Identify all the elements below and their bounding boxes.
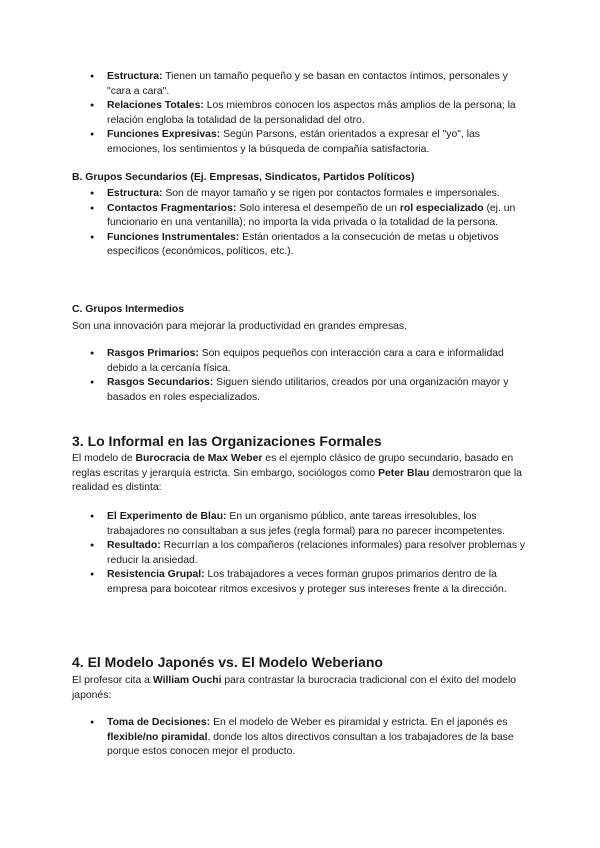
item-label: Funciones Instrumentales:	[107, 231, 240, 243]
intro-text: El modelo de	[72, 453, 133, 464]
list-item	[90, 347, 530, 376]
item-text: Según Parsons, están orientados a expresar el "yo", las emociones, los sentimientos y la búsqueda de compañía satisfactoria.	[107, 129, 480, 155]
intro-text: es el ejemplo clásico de grupo secundario, basado en reglas escritas y jerarquía estricta. Sin embargo, sociólogos como	[72, 453, 514, 479]
item-label: Rasgos Secundarios:	[107, 377, 214, 389]
intro-text: demostraron que la realidad es distinta:	[72, 467, 522, 494]
list-item	[90, 231, 530, 260]
item-text: Siguen siendo utilitarios, creados por una organización mayor y basados en roles especializados.	[107, 377, 509, 403]
list-item	[90, 70, 530, 99]
item-text: (ej. un funcionario en una ventanilla); no importa la vida privada o la totalidad de la persona.	[107, 202, 516, 229]
item-text: En un organismo público, ante tareas irresolubles, los trabajadores no consultaban a sus jefes (regla formal) para no parecer incompetentes.	[107, 511, 505, 537]
group-b-list	[90, 187, 530, 260]
list-item	[90, 187, 530, 202]
item-text: Tienen un tamaño pequeño y se basan en contactos íntimos, personales y "cara a cara".	[107, 71, 508, 97]
item-label: Toma de Decisiones:	[107, 717, 211, 728]
item-label: Contactos Fragmentarios:	[107, 202, 237, 214]
list-item	[90, 716, 530, 760]
item-text: Los miembros conocen los aspectos más amplios de la persona; la relación engloba la totalidad de la personalidad del otro.	[107, 100, 516, 126]
item-label: Funciones Expresivas:	[107, 129, 221, 141]
list-item	[90, 128, 530, 157]
group-b-heading: B. Grupos Secundarios (Ej. Empresas, Sindicatos, Partidos Políticos)	[72, 172, 415, 183]
item-label: Estructura:	[107, 188, 163, 199]
list-item	[90, 376, 530, 405]
item-text: Solo interesa el desempeño de un	[239, 202, 397, 214]
item-label: Resultado:	[107, 540, 161, 552]
section-4-list	[90, 716, 530, 760]
section-3-intro	[72, 452, 522, 496]
list-item	[90, 202, 530, 231]
intro-bold: Burocracia de Max Weber	[135, 453, 263, 464]
item-text: Son equipos pequeños con interacción cara a cara e informalidad debido a la cercanía física.	[107, 348, 504, 374]
group-c-heading: C. Grupos Intermedios	[72, 304, 185, 315]
list-item	[90, 99, 530, 128]
intro-text: El profesor cita a	[72, 675, 150, 686]
list-item	[90, 510, 530, 539]
item-text: Los trabajadores a veces forman grupos primarios dentro de la empresa para boicotear ritmos excesivos y proteger sus intereses frente a la dirección.	[107, 569, 507, 595]
section-3-heading: 3. Lo Informal en las Organizaciones Formales	[72, 433, 382, 449]
item-label: Estructura:	[107, 71, 163, 82]
item-bold: rol especializado	[399, 202, 484, 214]
item-label: Rasgos Primarios:	[107, 348, 199, 359]
item-text: Recurrían a los compañeros (relaciones informales) para resolver problemas y reducir la ansiedad.	[107, 540, 526, 566]
item-label: El Experimento de Blau:	[107, 511, 227, 522]
section-4-intro	[72, 674, 522, 703]
section-4-heading: 4. El Modelo Japonés vs. El Modelo Weberiano	[72, 654, 383, 670]
group-a-list	[90, 70, 530, 158]
item-text: Están orientados a la consecución de metas u objetivos específicos (económicos, políticos, etc.).	[107, 231, 499, 258]
list-item	[90, 539, 530, 568]
item-text: En el modelo de Weber es piramidal y estricta. En el japonés es	[213, 717, 508, 728]
intro-bold: Peter Blau	[378, 467, 430, 479]
item-text: Son de mayor tamaño y se rigen por contactos formales e impersonales.	[165, 188, 500, 199]
list-item	[90, 568, 530, 597]
item-label: Resistencia Grupal:	[107, 569, 205, 581]
item-bold: flexible/no piramidal	[107, 731, 208, 743]
intro-bold: William Ouchi	[152, 675, 222, 686]
section-3-list	[90, 510, 530, 598]
intro-text: para contrastar la burocracia tradicional con el éxito del modelo japonés:	[72, 675, 517, 701]
group-c-list	[90, 347, 530, 405]
item-label: Relaciones Totales:	[107, 100, 204, 112]
group-c-intro: Son una innovación para mejorar la productividad en grandes empresas.	[72, 321, 408, 332]
item-text: , donde los altos directivos consultan a los trabajadores de la base porque estos conocen mejor el producto.	[107, 731, 514, 758]
